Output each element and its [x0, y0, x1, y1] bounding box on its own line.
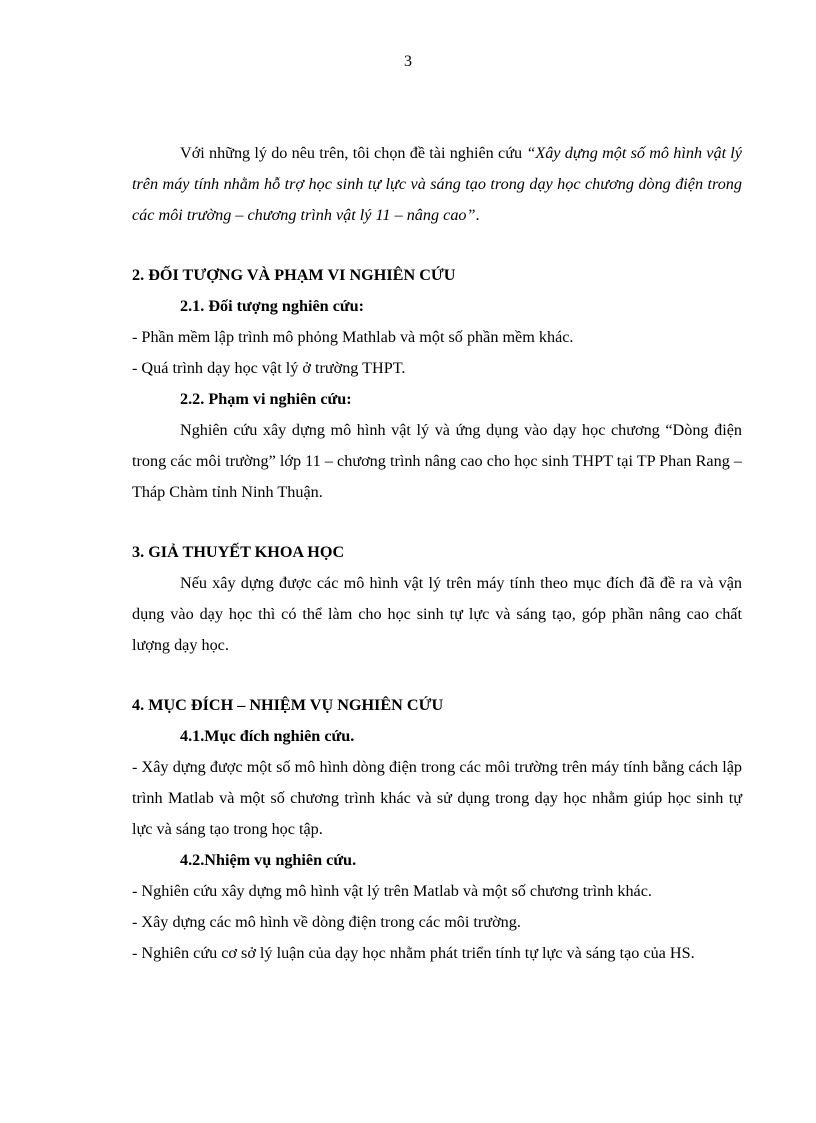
- page-number: 3: [404, 53, 412, 70]
- spacer: [132, 661, 742, 690]
- subheading-4-1: 4.1.Mục đích nghiên cứu.: [180, 727, 355, 745]
- intro-lead: Với những lý do nêu trên, tôi chọn đề tài nghiên cứu: [180, 144, 527, 162]
- subheading-4-2: 4.2.Nhiệm vụ nghiên cứu.: [180, 851, 357, 869]
- scope-paragraph: Nghiên cứu xây dựng mô hình vật lý và ứng dụng vào dạy học chương “Dòng điện trong các môi trường” lớp 11 – chương trình nâng cao cho học sinh THPT tại TP Phan Rang – Tháp Chàm tỉnh Ninh Thuận.: [132, 421, 742, 501]
- document-body: [132, 138, 742, 969]
- subheading-2-2: 2.2. Phạm vi nghiên cứu:: [180, 390, 352, 408]
- list-item: - Nghiên cứu cơ sở lý luận của dạy học nhằm phát triển tính tự lực và sáng tạo của HS.: [132, 944, 695, 962]
- section-heading-3: 3. GIẢ THUYẾT KHOA HỌC: [132, 543, 345, 561]
- spacer: [132, 231, 742, 260]
- section-heading-4: 4. MỤC ĐÍCH – NHIỆM VỤ NGHIÊN CỨU: [132, 696, 444, 714]
- list-item: - Phần mềm lập trình mô phỏng Mathlab và một số phần mềm khác.: [132, 328, 574, 346]
- spacer: [132, 508, 742, 537]
- purpose-paragraph: - Xây dựng được một số mô hình dòng điện trong các môi trường trên máy tính bằng cách lập trình Matlab và một số chương trình khác và sử dụng trong dạy học nhằm giúp học sinh tự lực và sáng tạo trong học tập.: [132, 758, 742, 838]
- topic-title-quote: “Xây dựng một số mô hình vật lý trên máy tính nhằm hỗ trợ học sinh tự lực và sáng tạo trong dạy học chương dòng điện trong các môi trường – chương trình vật lý 11 – nâng cao”: [132, 144, 742, 224]
- hypothesis-paragraph: Nếu xây dựng được các mô hình vật lý trên máy tính theo mục đích đã đề ra và vận dụng vào dạy học thì có thể làm cho học sinh tự lực và sáng tạo, góp phần nâng cao chất lượng dạy học.: [132, 574, 742, 654]
- list-item: - Xây dựng các mô hình về dòng điện trong các môi trường.: [132, 913, 521, 931]
- intro-paragraph: [132, 138, 742, 231]
- section-heading-2: 2. ĐỐI TƯỢNG VÀ PHẠM VI NGHIÊN CỨU: [132, 266, 456, 284]
- list-item: - Nghiên cứu xây dựng mô hình vật lý trên Matlab và một số chương trình khác.: [132, 882, 652, 900]
- list-item: - Quá trình dạy học vật lý ở trường THPT.: [132, 359, 406, 377]
- intro-end: .: [475, 206, 480, 224]
- subheading-2-1: 2.1. Đối tượng nghiên cứu:: [180, 297, 364, 315]
